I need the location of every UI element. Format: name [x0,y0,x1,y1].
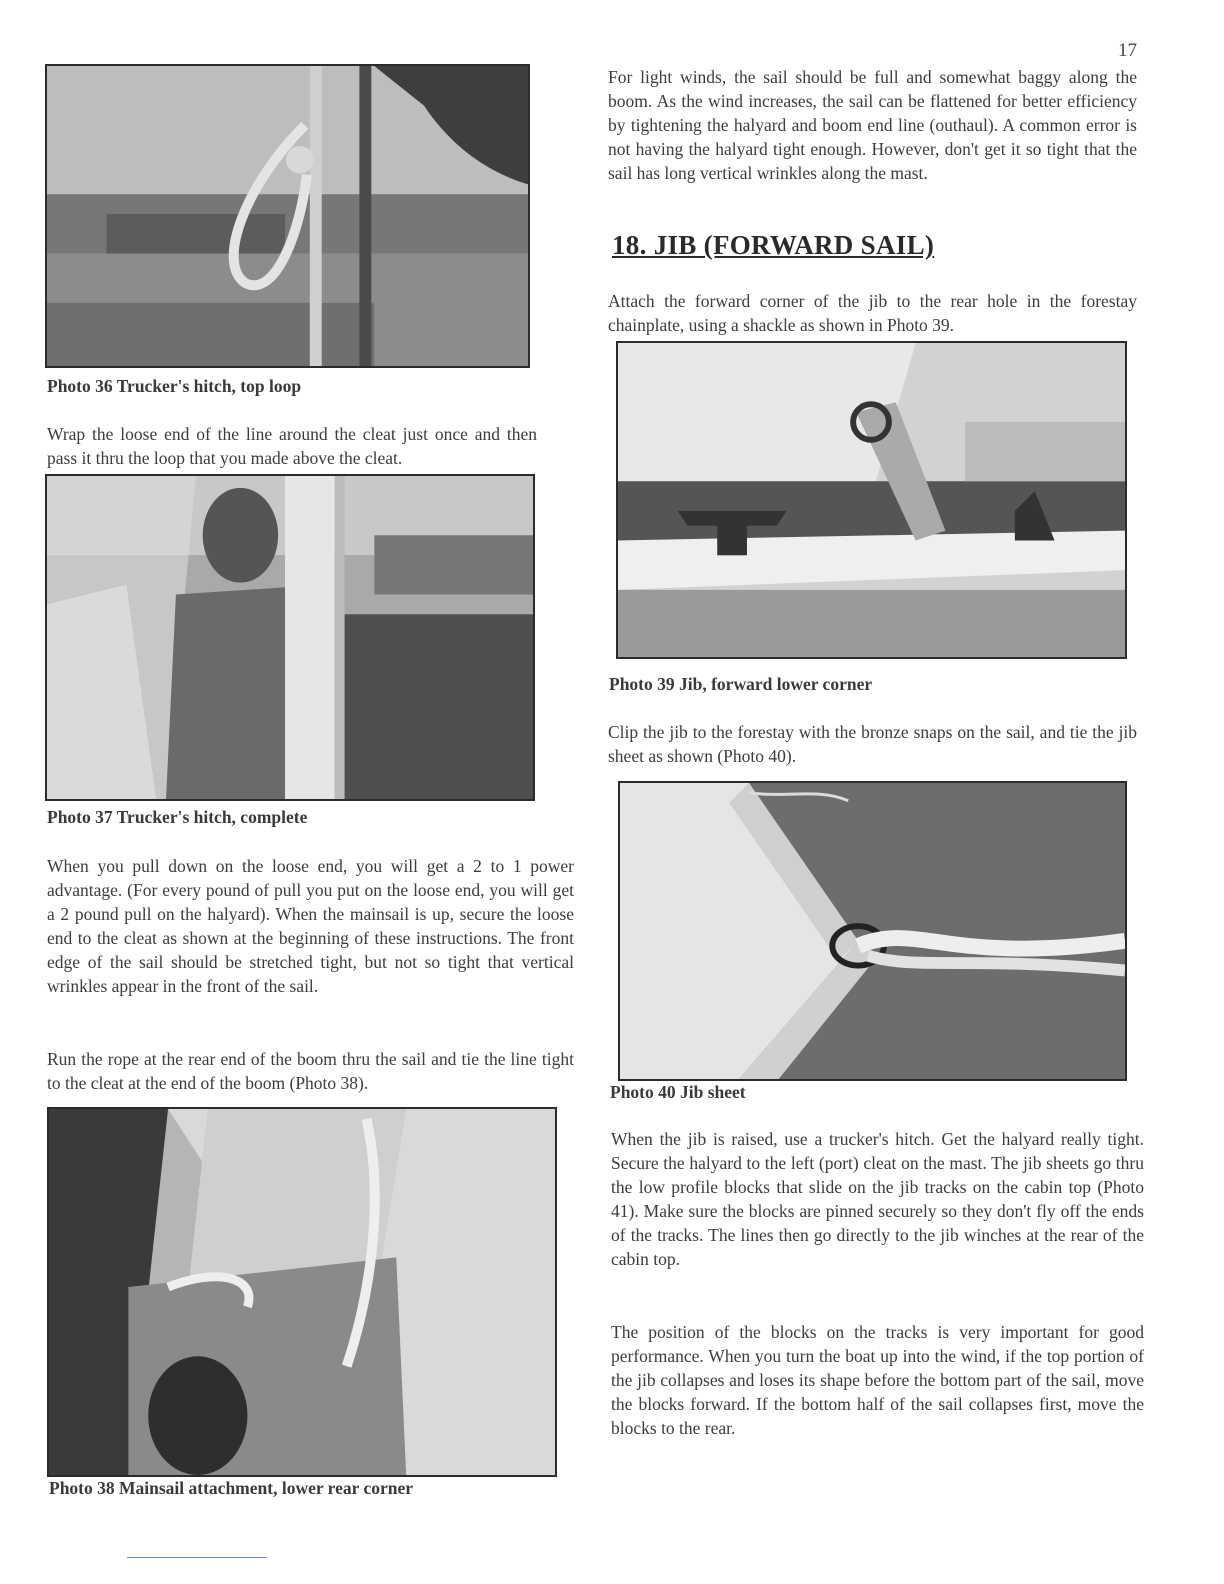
boom-end-cleat-photo [49,1109,555,1475]
photo-37-caption: Photo 37 Trucker's hitch, complete [47,807,308,827]
photo-37 [45,474,535,801]
jib-shackle-chainplate-photo [618,343,1125,657]
left-para-3: Run the rope at the rear end of the boom thru the sail and tie the line tight to the cleat at the end of the boom (Photo 38). [47,1049,574,1093]
rope-loop-on-mast-photo [47,66,528,366]
footer-rule [127,1557,267,1558]
photo-40-caption: Photo 40 Jib sheet [610,1082,746,1102]
page-number: 17 [1118,40,1137,61]
photo-36 [45,64,530,368]
photo-38-caption: Photo 38 Mainsail attachment, lower rear corner [49,1478,414,1498]
left-para-1: Wrap the loose end of the line around the cleat just once and then pass it thru the loop that you made above the cleat. [47,424,537,468]
right-para-5: The position of the blocks on the tracks is very important for good performance. When you turn the boat up into the wind, if the top portion of the jib collapses and loses its shape before the bottom part of the sail, move the blocks forward. If the bottom half of the sail collapses first, move the blocks to the rear. [611,1322,1144,1438]
right-para-1: For light winds, the sail should be full and somewhat baggy along the boom. As the wind increases, the sail can be flattened for better efficiency by tightening the halyard and boom end line (outhaul). A common error is not having the halyard tight enough. However, don't get it so tight that the sail has long vertical wrinkles along the mast. [608,67,1137,183]
right-para-2: Attach the forward corner of the jib to the rear hole in the forestay chainplate, using a shackle as shown in Photo 39. [608,291,1137,335]
photo-39-caption: Photo 39 Jib, forward lower corner [609,674,873,694]
section-heading: 18. JIB (FORWARD SAIL) [612,230,935,260]
photo-39 [616,341,1127,659]
photo-38 [47,1107,557,1477]
right-para-4: When the jib is raised, use a trucker's hitch. Get the halyard really tight. Secure the halyard to the left (port) cleat on the mast. The jib sheets go thru the low profile blocks that slide on the jib tracks on the cabin top (Photo 41). Make sure the blocks are pinned securely so they don't fly off the ends of the tracks. The lines then go directly to the jib winches at the rear of the cabin top. [611,1129,1144,1269]
photo-40 [618,781,1127,1081]
jib-sheet-knot-photo [620,783,1125,1079]
photo-36-caption: Photo 36 Trucker's hitch, top loop [47,376,302,396]
left-para-2: When you pull down on the loose end, you will get a 2 to 1 power advantage. (For every pound of pull you put on the loose end, you will get a 2 pound pull on the halyard). When the mainsail is up, secure the loose end to the cleat as shown at the beginning of these instructions. The front edge of the sail should be stretched tight, but not so tight that vertical wrinkles appear in the front of the sail. [47,856,574,996]
right-para-3: Clip the jib to the forestay with the bronze snaps on the sail, and tie the jib sheet as shown (Photo 40). [608,722,1137,766]
man-tying-halyard-at-mast-photo [47,476,533,799]
